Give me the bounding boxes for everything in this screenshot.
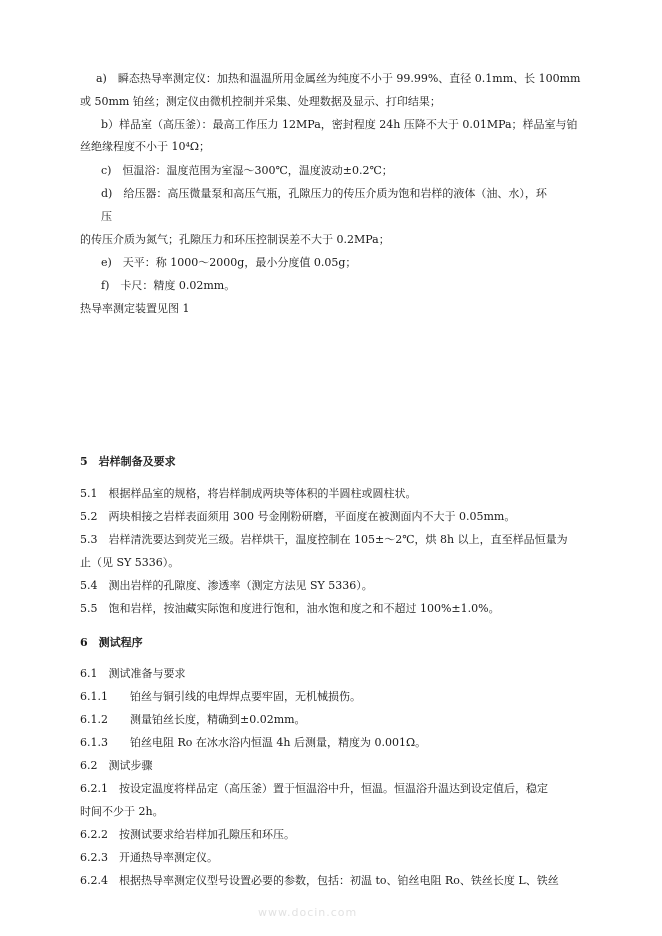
item-f: f) 卡尺：精度 0.02mm。 [101,279,236,292]
clause-6-2: 6.2 测试步骤 [80,759,153,772]
clause-5-3: 5.3 岩样清洗要达到荧光三级。岩样烘干，温度控制在 105±～2℃，烘 8h 以上，直至样品恒量为 [80,533,568,546]
section-6-heading: 6 测试程序 [80,636,143,649]
clause-5-2: 5.2 两块相接之岩样表面须用 300 号金刚粉研磨，平面度在被测面内不大于 0.05mm。 [80,510,516,523]
clause-5-1: 5.1 根据样品室的规格，将岩样制成两块等体积的半圆柱或圆柱状。 [80,487,417,500]
clause-6-1-1: 6.1.1 铂丝与铜引线的电焊焊点要牢固，无机械损伤。 [80,690,361,703]
clause-6-1-3: 6.1.3 铂丝电阻 Ro 在冰水浴内恒温 4h 后测量，精度为 0.001Ω。 [80,736,427,749]
item-a: a) 瞬态热导率测定仪：加热和温温所用金属丝为纯度不小于 99.99%、直径 0.1mm、长 100mm [96,72,581,85]
item-b-cont: 丝绝缘程度不小于 10⁴Ω； [80,140,211,153]
watermark: www.docin.com [258,906,358,919]
clause-5-3-cont: 止（见 SY 5336）。 [80,556,180,569]
clause-6-2-1: 6.2.1 按设定温度将样品定（高压釜）置于恒温浴中升，恒温。恒温浴升温达到设定值后，稳定 [80,782,548,795]
item-a-cont: 或 50mm 铂丝；测定仪由微机控制并采集、处理数据及显示、打印结果； [80,95,441,108]
clause-6-1: 6.1 测试准备与要求 [80,667,186,680]
clause-6-2-3: 6.2.3 开通热导率测定仪。 [80,851,218,864]
clause-5-4: 5.4 测出岩样的孔隙度、渗透率（测定方法见 SY 5336）。 [80,579,373,592]
item-e: e) 天平：称 1000～2000g，最小分度值 0.05g； [101,256,357,269]
clause-6-2-4: 6.2.4 根据热导率测定仪型号设置必要的参数，包括：初温 to、铂丝电阻 Ro、铁丝长度 L、铁丝 [80,874,559,887]
clause-6-2-1-cont: 时间不少于 2h。 [80,805,164,818]
section-5-heading: 5 岩样制备及要求 [80,455,176,468]
clause-5-5: 5.5 饱和岩样，按油藏实际饱和度进行饱和，油水饱和度之和不超过 100%±1.0%。 [80,602,500,615]
clause-6-2-2: 6.2.2 按测试要求给岩样加孔隙压和环压。 [80,828,295,841]
item-d: d) 给压器：高压微量泵和高压气瓶，孔隙压力的传压介质为饱和岩样的液体（油、水），环 [101,187,547,200]
item-d-cont2: 的传压介质为氮气；孔隙压力和环压控制误差不大于 0.2MPa； [80,233,390,246]
clause-6-1-2: 6.1.2 测量铂丝长度，精确到±0.02mm。 [80,713,306,726]
item-b: b）样品室（高压釜）：最高工作压力 12MPa，密封程度 24h 压降不大于 0.01MPa；样品室与铂 [101,118,578,131]
figure-reference: 热导率测定装置见图 1 [80,302,190,315]
item-d-cont: 压 [101,210,112,223]
item-c: c) 恒温浴：温度范围为室湿～300℃，温度波动±0.2℃； [101,164,393,177]
